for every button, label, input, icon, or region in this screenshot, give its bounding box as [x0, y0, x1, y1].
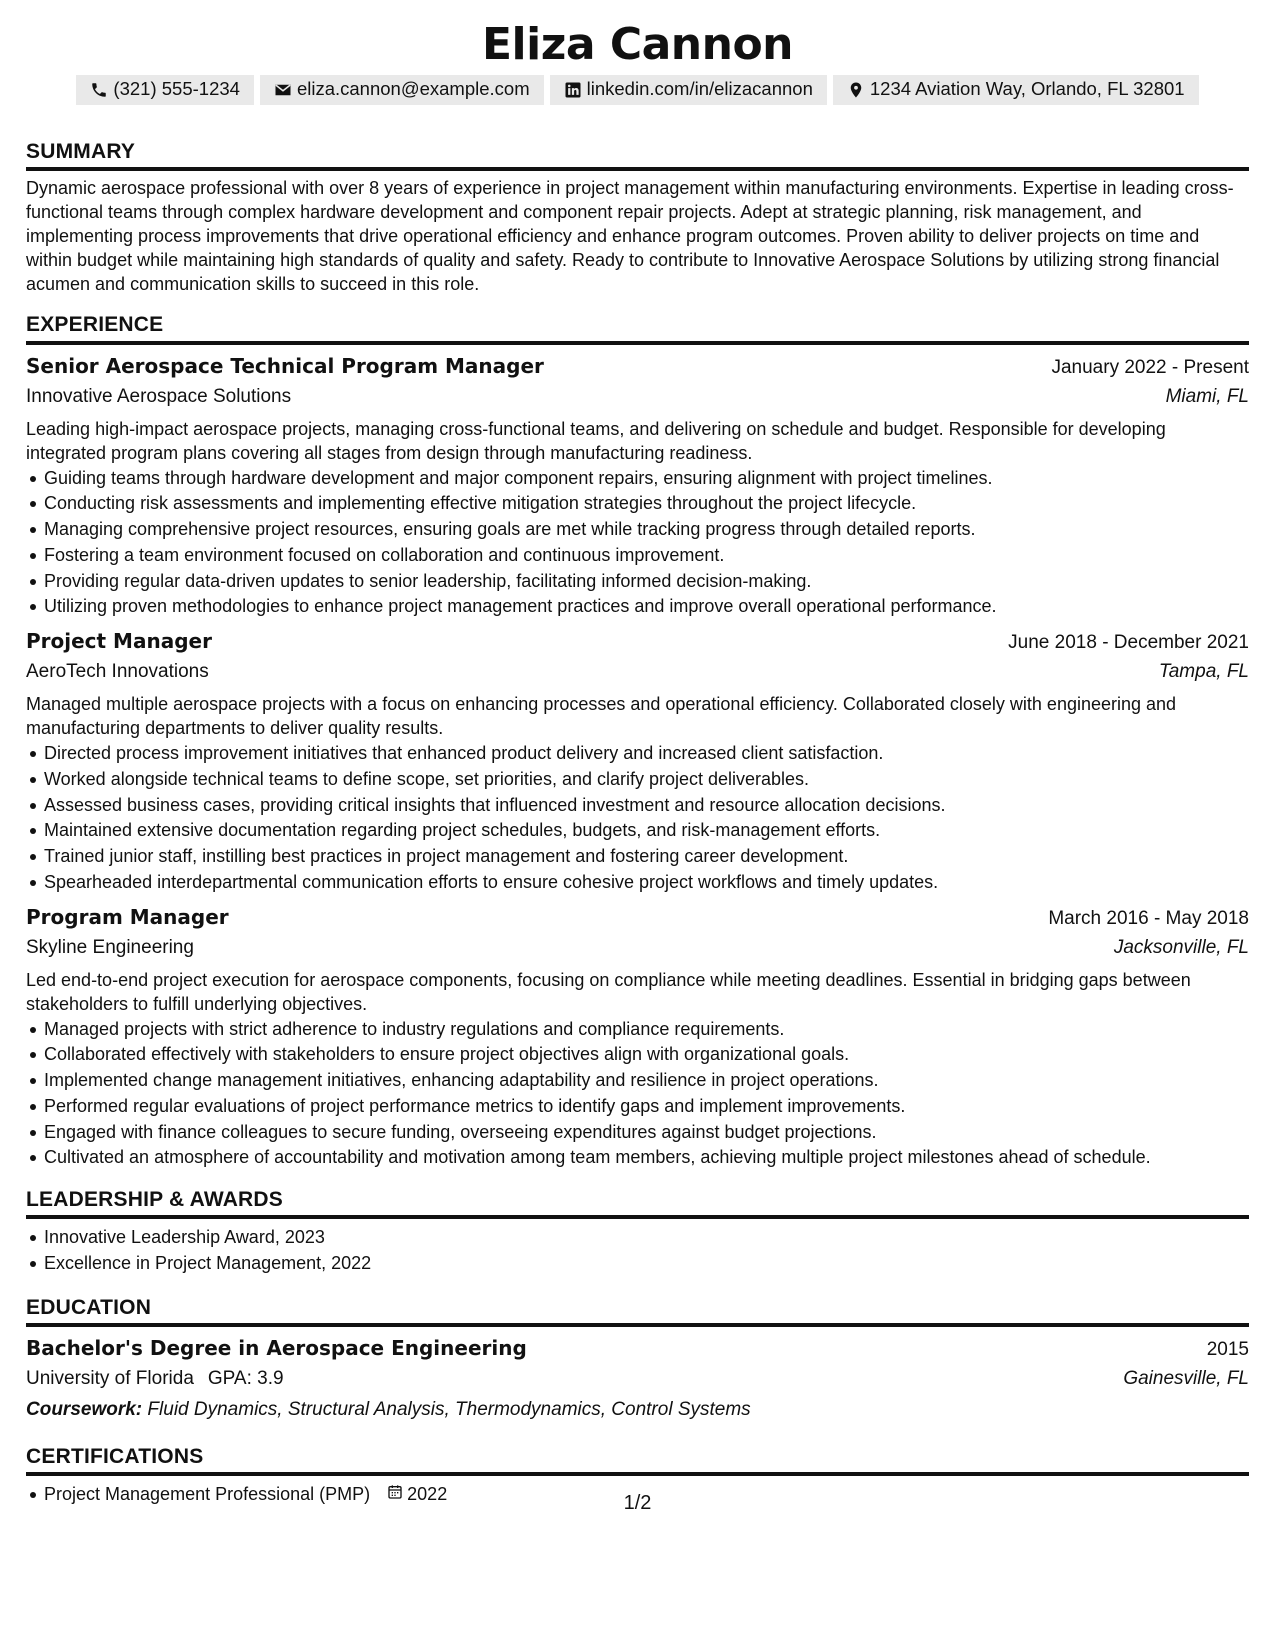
coursework-label: Coursework: — [26, 1398, 143, 1420]
list-item: Fostering a team environment focused on collaboration and continuous improvement. — [44, 543, 1249, 569]
experience-entry — [26, 353, 1249, 620]
contact-linkedin-text: linkedin.com/in/elizacannon — [586, 78, 813, 100]
job-location: Jacksonville, FL — [1113, 936, 1249, 958]
job-bullets — [26, 1017, 1249, 1171]
contact-phone-text: (321) 555-1234 — [113, 78, 240, 100]
contact-linkedin[interactable] — [550, 75, 827, 105]
list-item: Guiding teams through hardware development and major component repairs, ensuring alignment with project timelines. — [44, 466, 1249, 492]
list-item: Utilizing proven methodologies to enhance project management practices and improve overall operational performance. — [44, 594, 1249, 620]
contact-bar — [26, 75, 1249, 105]
school-name: University of Florida — [26, 1367, 194, 1389]
list-item: Managing comprehensive project resources, ensuring goals are met while tracking progress through detailed reports. — [44, 517, 1249, 543]
company-name: AeroTech Innovations — [26, 661, 209, 683]
job-dates: June 2018 - December 2021 — [1008, 632, 1249, 654]
certification-name: Project Management Professional (PMP) — [44, 1484, 371, 1505]
job-dates: January 2022 - Present — [1051, 356, 1249, 378]
list-item: Trained junior staff, instilling best practices in project management and fostering career development. — [44, 844, 1249, 870]
list-item: Engaged with finance colleagues to secure funding, overseeing expenditures against budget projections. — [44, 1120, 1249, 1146]
coursework-list: Fluid Dynamics, Structural Analysis, Thermodynamics, Control Systems — [147, 1398, 751, 1420]
job-location: Tampa, FL — [1158, 661, 1249, 683]
education-entry — [26, 1335, 1249, 1422]
certifications-heading: CERTIFICATIONS — [26, 1444, 1249, 1476]
envelope-icon — [274, 81, 292, 99]
coursework — [26, 1397, 1249, 1422]
job-description: Led end-to-end project execution for aerospace components, focusing on compliance while meeting deadlines. Essential in bridging gaps between stakeholders to fulfill underlying objectives. — [26, 969, 1191, 1014]
list-item: Assessed business cases, providing critical insights that influenced investment and resource allocation decisions. — [44, 793, 1249, 819]
list-item: Directed process improvement initiatives that enhanced product delivery and increased client satisfaction. — [44, 741, 1249, 767]
job-location: Miami, FL — [1165, 385, 1249, 407]
experience-heading: EXPERIENCE — [26, 312, 1249, 344]
education-section — [26, 1295, 1249, 1422]
list-item: Performed regular evaluations of project performance metrics to identify gaps and implement improvements. — [44, 1094, 1249, 1120]
list-item: Innovative Leadership Award, 2023 — [44, 1225, 1249, 1251]
list-item: Collaborated effectively with stakeholders to ensure project objectives align with organizational goals. — [44, 1042, 1249, 1068]
linkedin-icon — [564, 81, 582, 99]
list-item: Excellence in Project Management, 2022 — [44, 1251, 1249, 1277]
contact-phone[interactable] — [76, 75, 254, 105]
list-item: Cultivated an atmosphere of accountability and motivation among team members, achieving multiple project milestones ahead of schedule. — [44, 1145, 1249, 1171]
list-item: Maintained extensive documentation regarding project schedules, budgets, and risk-management efforts. — [44, 818, 1249, 844]
list-item: Spearheaded interdepartmental communication efforts to ensure cohesive project workflows and timely updates. — [44, 870, 1249, 896]
graduation-year: 2015 — [1206, 1338, 1249, 1360]
summary-section — [26, 139, 1249, 297]
job-title: Project Manager — [26, 629, 212, 654]
awards-section — [26, 1187, 1249, 1277]
list-item: Managed projects with strict adherence to industry regulations and compliance requirements. — [44, 1017, 1249, 1043]
school-location: Gainesville, FL — [1123, 1367, 1249, 1389]
job-title: Program Manager — [26, 904, 229, 929]
job-description: Managed multiple aerospace projects with a focus on enhancing processes and operational efficiency. Collaborated closely with engineering and manufacturing departments to deliver quality results. — [26, 694, 1177, 739]
experience-section — [26, 312, 1249, 1171]
contact-email-text: eliza.cannon@example.com — [296, 78, 530, 100]
company-name: Innovative Aerospace Solutions — [26, 385, 292, 407]
certification-year: 2022 — [407, 1484, 448, 1505]
education-heading: EDUCATION — [26, 1295, 1249, 1327]
company-name: Skyline Engineering — [26, 936, 194, 958]
school-line — [26, 1366, 284, 1391]
job-description: Leading high-impact aerospace projects, managing cross-functional teams, and delivering on schedule and budget. Responsible for developing integrated program plans covering all stages from design through manufacturing readiness. — [26, 418, 1166, 463]
experience-entry — [26, 904, 1249, 1171]
job-title: Senior Aerospace Technical Program Manager — [26, 353, 544, 378]
job-bullets — [26, 466, 1249, 620]
job-dates: March 2016 - May 2018 — [1048, 907, 1249, 929]
job-bullets — [26, 741, 1249, 895]
contact-address[interactable] — [833, 75, 1199, 105]
list-item: Providing regular data-driven updates to senior leadership, facilitating informed decision-making. — [44, 569, 1249, 595]
contact-address-text: 1234 Aviation Way, Orlando, FL 32801 — [869, 78, 1185, 100]
list-item: Worked alongside technical teams to define scope, set priorities, and clarify project deliverables. — [44, 767, 1249, 793]
summary-heading: SUMMARY — [26, 139, 1249, 171]
summary-text: Dynamic aerospace professional with over 8 years of experience in project management within manufacturing environments. Expertise in leading cross-functional teams through complex hardware development and component repair projects. Adept at strategic planning, risk management, and implementing process improvements that drive operational efficiency and enhance program outcomes. Proven ability to deliver projects on time and within budget while maintaining high standards of quality and safety. Ready to contribute to Innovative Aerospace Solutions by utilizing strong financial acumen and communication skills to succeed in this role. — [26, 177, 1234, 294]
awards-heading: LEADERSHIP & AWARDS — [26, 1187, 1249, 1219]
list-item: Implemented change management initiatives, enhancing adaptability and resilience in project operations. — [44, 1068, 1249, 1094]
candidate-name: Eliza Cannon — [481, 19, 794, 70]
degree-title: Bachelor's Degree in Aerospace Engineering — [26, 1335, 527, 1360]
list-item: Conducting risk assessments and implementing effective mitigation strategies throughout the project lifecycle. — [44, 491, 1249, 517]
awards-list — [26, 1225, 1249, 1276]
gpa: GPA: 3.9 — [207, 1367, 284, 1389]
phone-icon — [90, 81, 108, 99]
page-number: 1/2 — [623, 1492, 652, 1514]
map-pin-icon — [847, 81, 865, 99]
experience-entry — [26, 628, 1249, 895]
contact-email[interactable] — [260, 75, 544, 105]
